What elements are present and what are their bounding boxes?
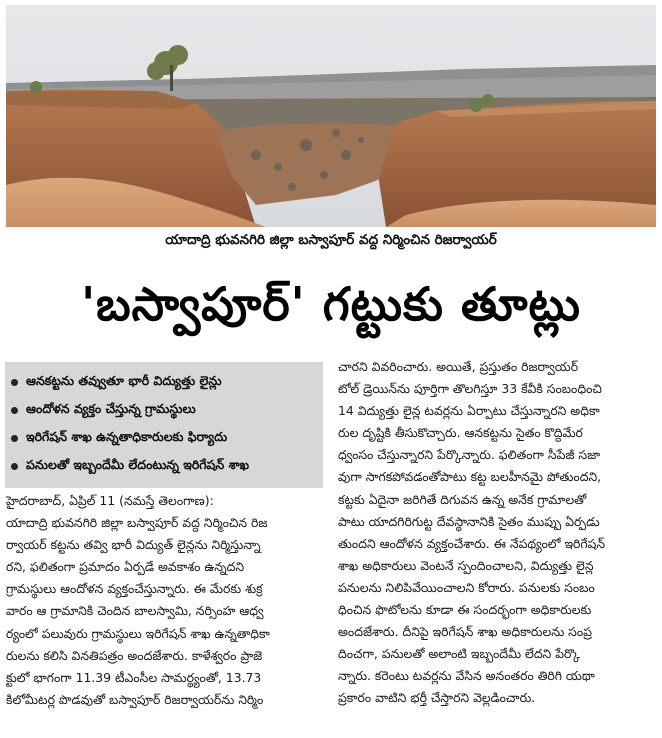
- highlights-box: [5, 362, 323, 488]
- reservoir-photo-illustration: [6, 5, 656, 227]
- article-line: వుగా సాగకపోవడంతోపాటు కట్ట బలహీనమై పోతుందని,: [338, 469, 602, 485]
- article-line: పాటు యాదగిరిగుట్ట దేవస్థానానికి సైతం ముప్పు ఏర్పడు: [338, 513, 600, 529]
- article-line: ప్రకారం వాటిని భర్తీ చేస్తారని వెల్లడించారు.: [338, 690, 536, 706]
- highlight-item: [5, 424, 323, 452]
- article-line: చారని వివరించారు. అయితే, ప్రస్తుతం రిజర్వాయర్: [338, 359, 579, 374]
- highlight-text: ఆందోళన వ్యక్తం చేస్తున్న గ్రామస్థులు: [26, 400, 196, 416]
- article-line: కట్టకు ఏదైనా జరిగితే దిగువన ఉన్న అనేక గ్రామాలతో: [338, 491, 587, 507]
- article-line: ధ్వంసం చేస్తున్నారని పేర్కొన్నారు. ఫలితంగా సీపేజీ సజా: [338, 447, 601, 463]
- article-line: పనులను నిలిపివేయించాలని కోరారు. పనులకు సంబం: [338, 579, 595, 595]
- article-line: ర్వాయర్ కట్టను తవ్వి భారీ విద్యుత్ లైన్లను నిర్మిస్తున్నా: [6, 537, 261, 553]
- highlight-text: ఆనకట్టను తవ్వుతూ భారీ విద్యుత్తు లైన్లు: [26, 372, 222, 388]
- article-line: క్టులో భాగంగా 11.39 టీఎంసీల సామర్థ్యంతో, 13.73: [6, 669, 262, 685]
- article-column-right: [338, 356, 656, 710]
- article-line: న్నారు. కరెంటు టవర్లను వేసిన అనంతరం తిరిగి యథా: [338, 668, 595, 684]
- article-line: శాఖ అధికారులు వెంటనే స్పందించాలని, విద్యుత్తు లైన్ల: [338, 557, 594, 573]
- article-line: గ్రామస్థులు ఆందోళన వ్యక్తంచేస్తున్నారు. ఈ మేరకు శుక్ర: [6, 581, 263, 597]
- highlight-item: [5, 396, 323, 424]
- article-line: ర్యంలో పలువురు గ్రామస్థులు ఇరిగేషన్ శాఖ ఉన్నతాధికా: [6, 625, 270, 641]
- bullet-dot-icon: [11, 463, 18, 470]
- photo-caption: యాదాద్రి భువనగిరి జిల్లా బస్వాపూర్ వద్ద నిర్మించిన రిజర్వాయర్: [165, 232, 497, 248]
- bullet-dot-icon: [11, 407, 18, 414]
- article-line: తుందని ఆందోళన వ్యక్తంచేశారు. ఈ నేపథ్యంలో ఇరిగేషన్: [338, 535, 606, 551]
- article-line: దించగా, పనులతో అలాంటి ఇబ్బందేమీ లేదని పేర్కొ: [338, 646, 580, 662]
- article-line: రని, ఫలితంగా ప్రమాదం ఏర్పడే అవకాశం ఉన్నదని: [6, 559, 245, 575]
- article-line: టోల్ డ్రెయిన్‌ను పూర్తిగా తొలగిస్తూ 33 కేవీకి సంబంధించి: [338, 381, 602, 397]
- article-line: హైదరాబాద్, ఏప్రిల్ 11 (నమస్తే తెలంగాణ):: [6, 493, 214, 508]
- highlight-text: పనులతో ఇబ్బందేమీ లేదంటున్న ఇరిగేషన్ శాఖ: [26, 456, 250, 472]
- article-column-left: [6, 490, 322, 711]
- reservoir-photo: [6, 5, 656, 227]
- article-line: కిలోమీటర్ల పొడవుతో బస్వాపూర్ రిజర్వాయర్‌ను నిర్మిం: [6, 691, 264, 707]
- highlight-text: ఇరిగేషన్ శాఖ ఉన్నతాధికారులకు ఫిర్యాదు: [26, 428, 228, 444]
- bullet-dot-icon: [11, 379, 18, 386]
- highlight-item: [5, 452, 323, 480]
- highlight-item: [5, 368, 323, 396]
- bullet-dot-icon: [11, 435, 18, 442]
- article-line: 14 విద్యుత్తు లైన్ల టవర్లను ఏర్పాటు చేస్తున్నారని అధికా: [338, 403, 600, 419]
- article-line: రులను కలిసి వినతిపత్రం అందజేశారు. కాళేశ్వరం ప్రాజె: [6, 647, 263, 663]
- headline: 'బస్వాపూర్' గట్టుకు తూట్లు: [81, 277, 581, 331]
- article-line: ధించిన ఫొటోలను కూడా ఈ సందర్భంగా అధికారులకు: [338, 602, 592, 618]
- article-line: యాదాద్రి భువనగిరి జిల్లా బస్వాపూర్ వద్ద నిర్మించిన రిజ: [6, 515, 268, 531]
- article-line: అందజేశారు. దీనిపై ఇరిగేషన్ శాఖ అధికారులను సంప్ర: [338, 624, 592, 640]
- article-line: వారం ఆ గ్రామానికి చెందిన బాలస్వామి, నర్సింహ ఆధ్వ: [6, 603, 264, 619]
- article-line: రుల దృష్టికి తీసుకొచ్చారు. ఆనకట్టను సైతం కొద్దిమేర: [338, 425, 583, 441]
